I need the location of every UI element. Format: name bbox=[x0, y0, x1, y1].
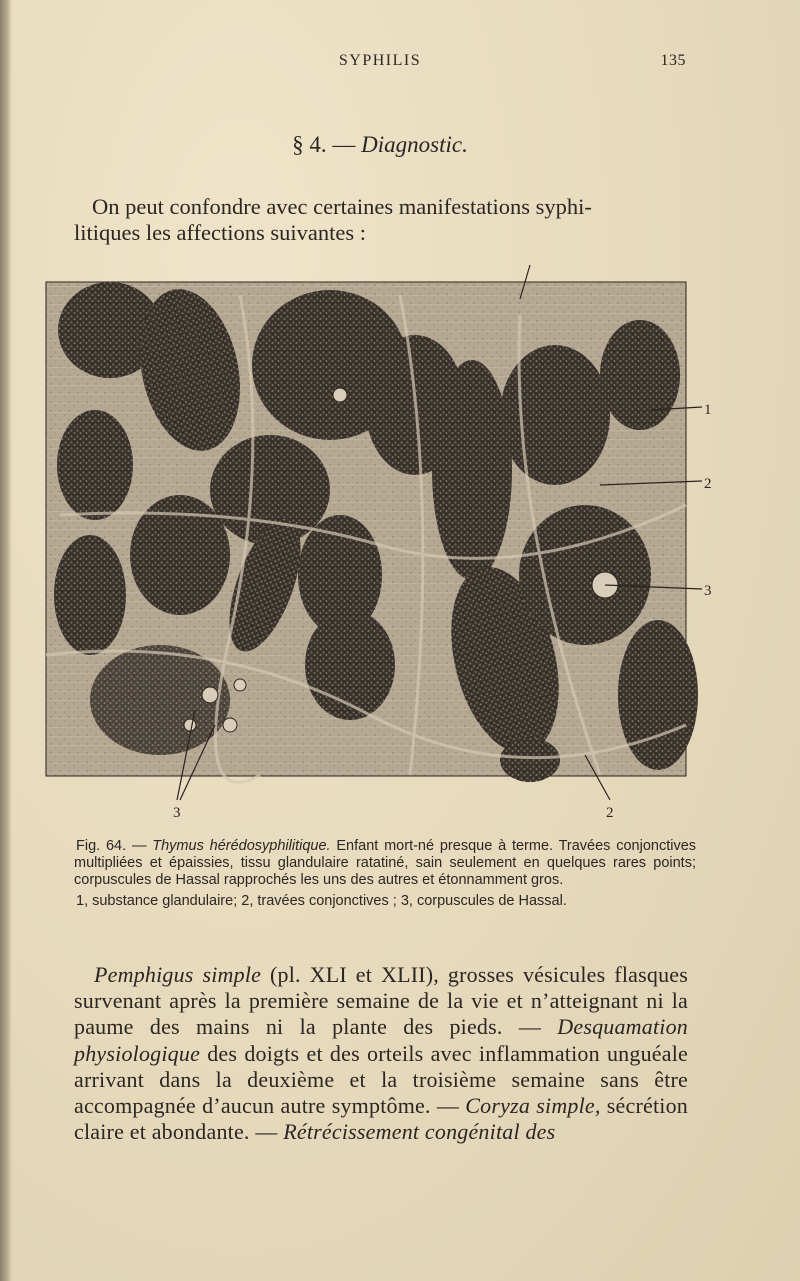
caption-fig-number: Fig. 64. — bbox=[76, 838, 147, 854]
section-title: Diagnostic. bbox=[361, 132, 468, 157]
figure-caption bbox=[74, 838, 696, 910]
term-desquamation: Desquamation physiologique bbox=[74, 1014, 688, 1066]
caption-text: Enfant mort-né presque à terme. Travées conjonctives multipliées et épaissies, tissu glandulaire ratatiné, sain seulement en quelques rares points; corpuscules de Hassal rapprochés les uns des autres et étonnamment gros. bbox=[74, 838, 697, 888]
body-text-3: sécrétion claire et abondante. — bbox=[74, 1093, 688, 1145]
intro-line-1: On peut confondre avec certaines manifestations syphi- bbox=[92, 194, 592, 219]
figure-label-1: 1 bbox=[704, 402, 712, 418]
term-coryza: Coryza simple, bbox=[465, 1093, 601, 1119]
figure-label-2: 2 bbox=[704, 476, 712, 492]
page-number: 135 bbox=[660, 52, 686, 69]
term-retrecissement: Rétrécissement congénital des bbox=[283, 1119, 556, 1145]
caption-fig-title: Thymus hérédosyphilitique. bbox=[152, 838, 331, 854]
caption-lead bbox=[74, 838, 696, 888]
section-number: § 4. — bbox=[292, 132, 356, 157]
figure-64 bbox=[40, 255, 730, 825]
intro-line-2: litiques les affections suivantes : bbox=[74, 220, 367, 245]
section-heading bbox=[0, 132, 760, 158]
running-head bbox=[74, 52, 686, 74]
intro-paragraph bbox=[74, 194, 689, 246]
figure-label-bottom-3: 3 bbox=[173, 805, 181, 821]
running-title: SYPHILIS bbox=[338, 52, 422, 69]
figure-label-bottom-2: 2 bbox=[606, 805, 614, 821]
caption-legend: 1, substance glandulaire; 2, travées conjonctives ; 3, corpuscules de Hassal. bbox=[76, 893, 567, 910]
body-paragraph bbox=[74, 962, 688, 1145]
term-pemphigus: Pemphigus simple bbox=[94, 962, 262, 987]
micrograph-figure bbox=[40, 255, 730, 825]
book-spine-shadow bbox=[0, 0, 12, 1281]
body-text-2: des doigts et des orteils avec inflammation unguéale arrivant dans la deuxième et la troisième semaine sans être accompagnée d’aucun autre symptôme. — bbox=[74, 1040, 688, 1119]
figure-label-3: 3 bbox=[704, 583, 712, 599]
body-text-1: (pl. XLI et XLII), grosses vésicules flasques survenant après la première semaine de la vie et n’atteignant ni la paume des mains ni la plante des pieds. — bbox=[74, 962, 688, 1040]
